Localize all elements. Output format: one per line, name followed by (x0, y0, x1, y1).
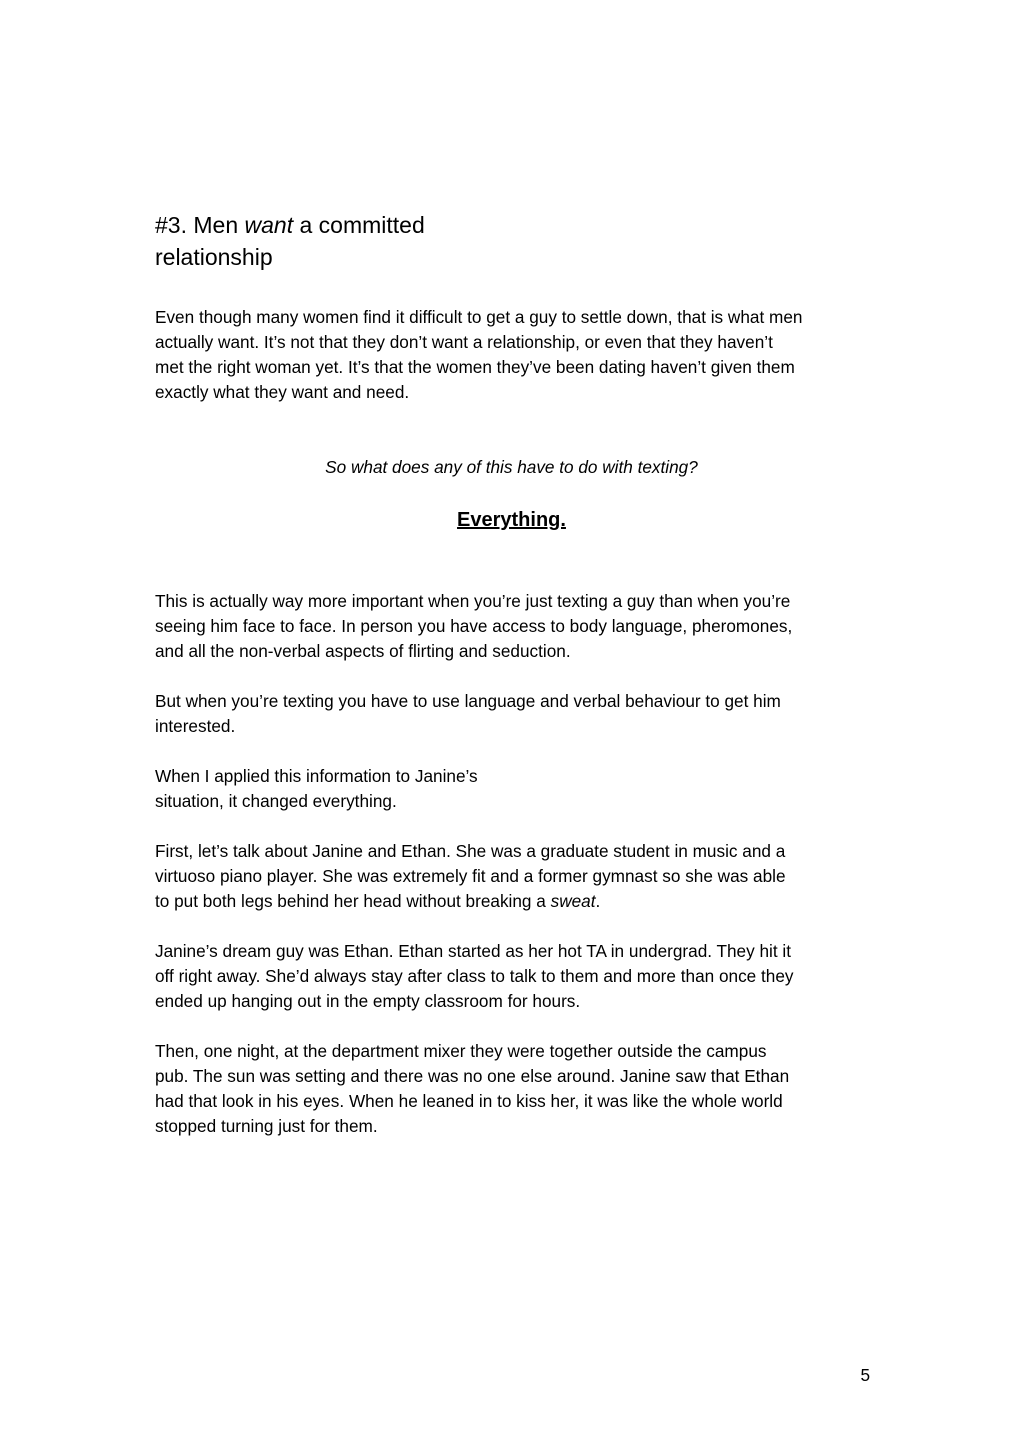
heading-line-2: relationship (155, 244, 273, 270)
heading-line-1 (155, 209, 425, 241)
paragraph-line: had that look in his eyes. When he leaned in to kiss her, it was like the whole world (155, 1091, 783, 1111)
paragraph-7 (155, 1039, 880, 1139)
paragraph-line: Janine’s dream guy was Ethan. Ethan started as her hot TA in undergrad. They hit it (155, 941, 791, 961)
heading-emphasis: want (244, 212, 294, 238)
paragraph-2 (155, 589, 880, 664)
section-heading (155, 209, 425, 273)
heading-suffix: a committed (293, 212, 425, 238)
paragraph-line: seeing him face to face. In person you have access to body language, pheromones, (155, 616, 793, 636)
paragraph-line: ended up hanging out in the empty classroom for hours. (155, 991, 581, 1011)
paragraph-line-suffix: . (595, 891, 601, 911)
paragraph-line: virtuoso piano player. She was extremely fit and a former gymnast so she was able (155, 866, 786, 886)
paragraph-line: and all the non-verbal aspects of flirting and seduction. (155, 641, 571, 661)
paragraph-line: First, let’s talk about Janine and Ethan. She was a graduate student in music and a (155, 841, 786, 861)
paragraph-line: This is actually way more important when you’re just texting a guy than when you’re (155, 591, 791, 611)
paragraph-5 (155, 839, 880, 914)
paragraph-line-prefix: to put both legs behind her head without breaking a (155, 891, 551, 911)
question-line: So what does any of this have to do with texting? (325, 457, 698, 477)
paragraph-line: met the right woman yet. It’s that the women they’ve been dating haven’t given them (155, 357, 795, 377)
paragraph-line (155, 889, 880, 914)
paragraph-line: When I applied this information to Janine’s (155, 766, 478, 786)
paragraph-line-emphasis: sweat (550, 891, 596, 911)
paragraph-line: stopped turning just for them. (155, 1116, 378, 1136)
paragraph-line: Then, one night, at the department mixer they were together outside the campus (155, 1041, 767, 1061)
paragraph-3 (155, 689, 880, 739)
paragraph-1 (155, 305, 880, 405)
answer-heading: Everything. (457, 509, 566, 531)
paragraph-4 (155, 764, 880, 814)
paragraph-line: But when you’re texting you have to use language and verbal behaviour to get him (155, 691, 781, 711)
heading-prefix: #3. Men (155, 212, 245, 238)
paragraph-line: off right away. She’d always stay after class to talk to them and more than once they (155, 966, 794, 986)
paragraph-line: interested. (155, 716, 236, 736)
page-number: 5 (860, 1365, 870, 1385)
paragraph-6 (155, 939, 880, 1014)
paragraph-line: situation, it changed everything. (155, 791, 397, 811)
paragraph-line: pub. The sun was setting and there was no one else around. Janine saw that Ethan (155, 1066, 790, 1086)
paragraph-line: Even though many women find it difficult to get a guy to settle down, that is what men (155, 307, 803, 327)
paragraph-line: actually want. It’s not that they don’t want a relationship, or even that they haven’t (155, 332, 773, 352)
paragraph-line: exactly what they want and need. (155, 382, 410, 402)
